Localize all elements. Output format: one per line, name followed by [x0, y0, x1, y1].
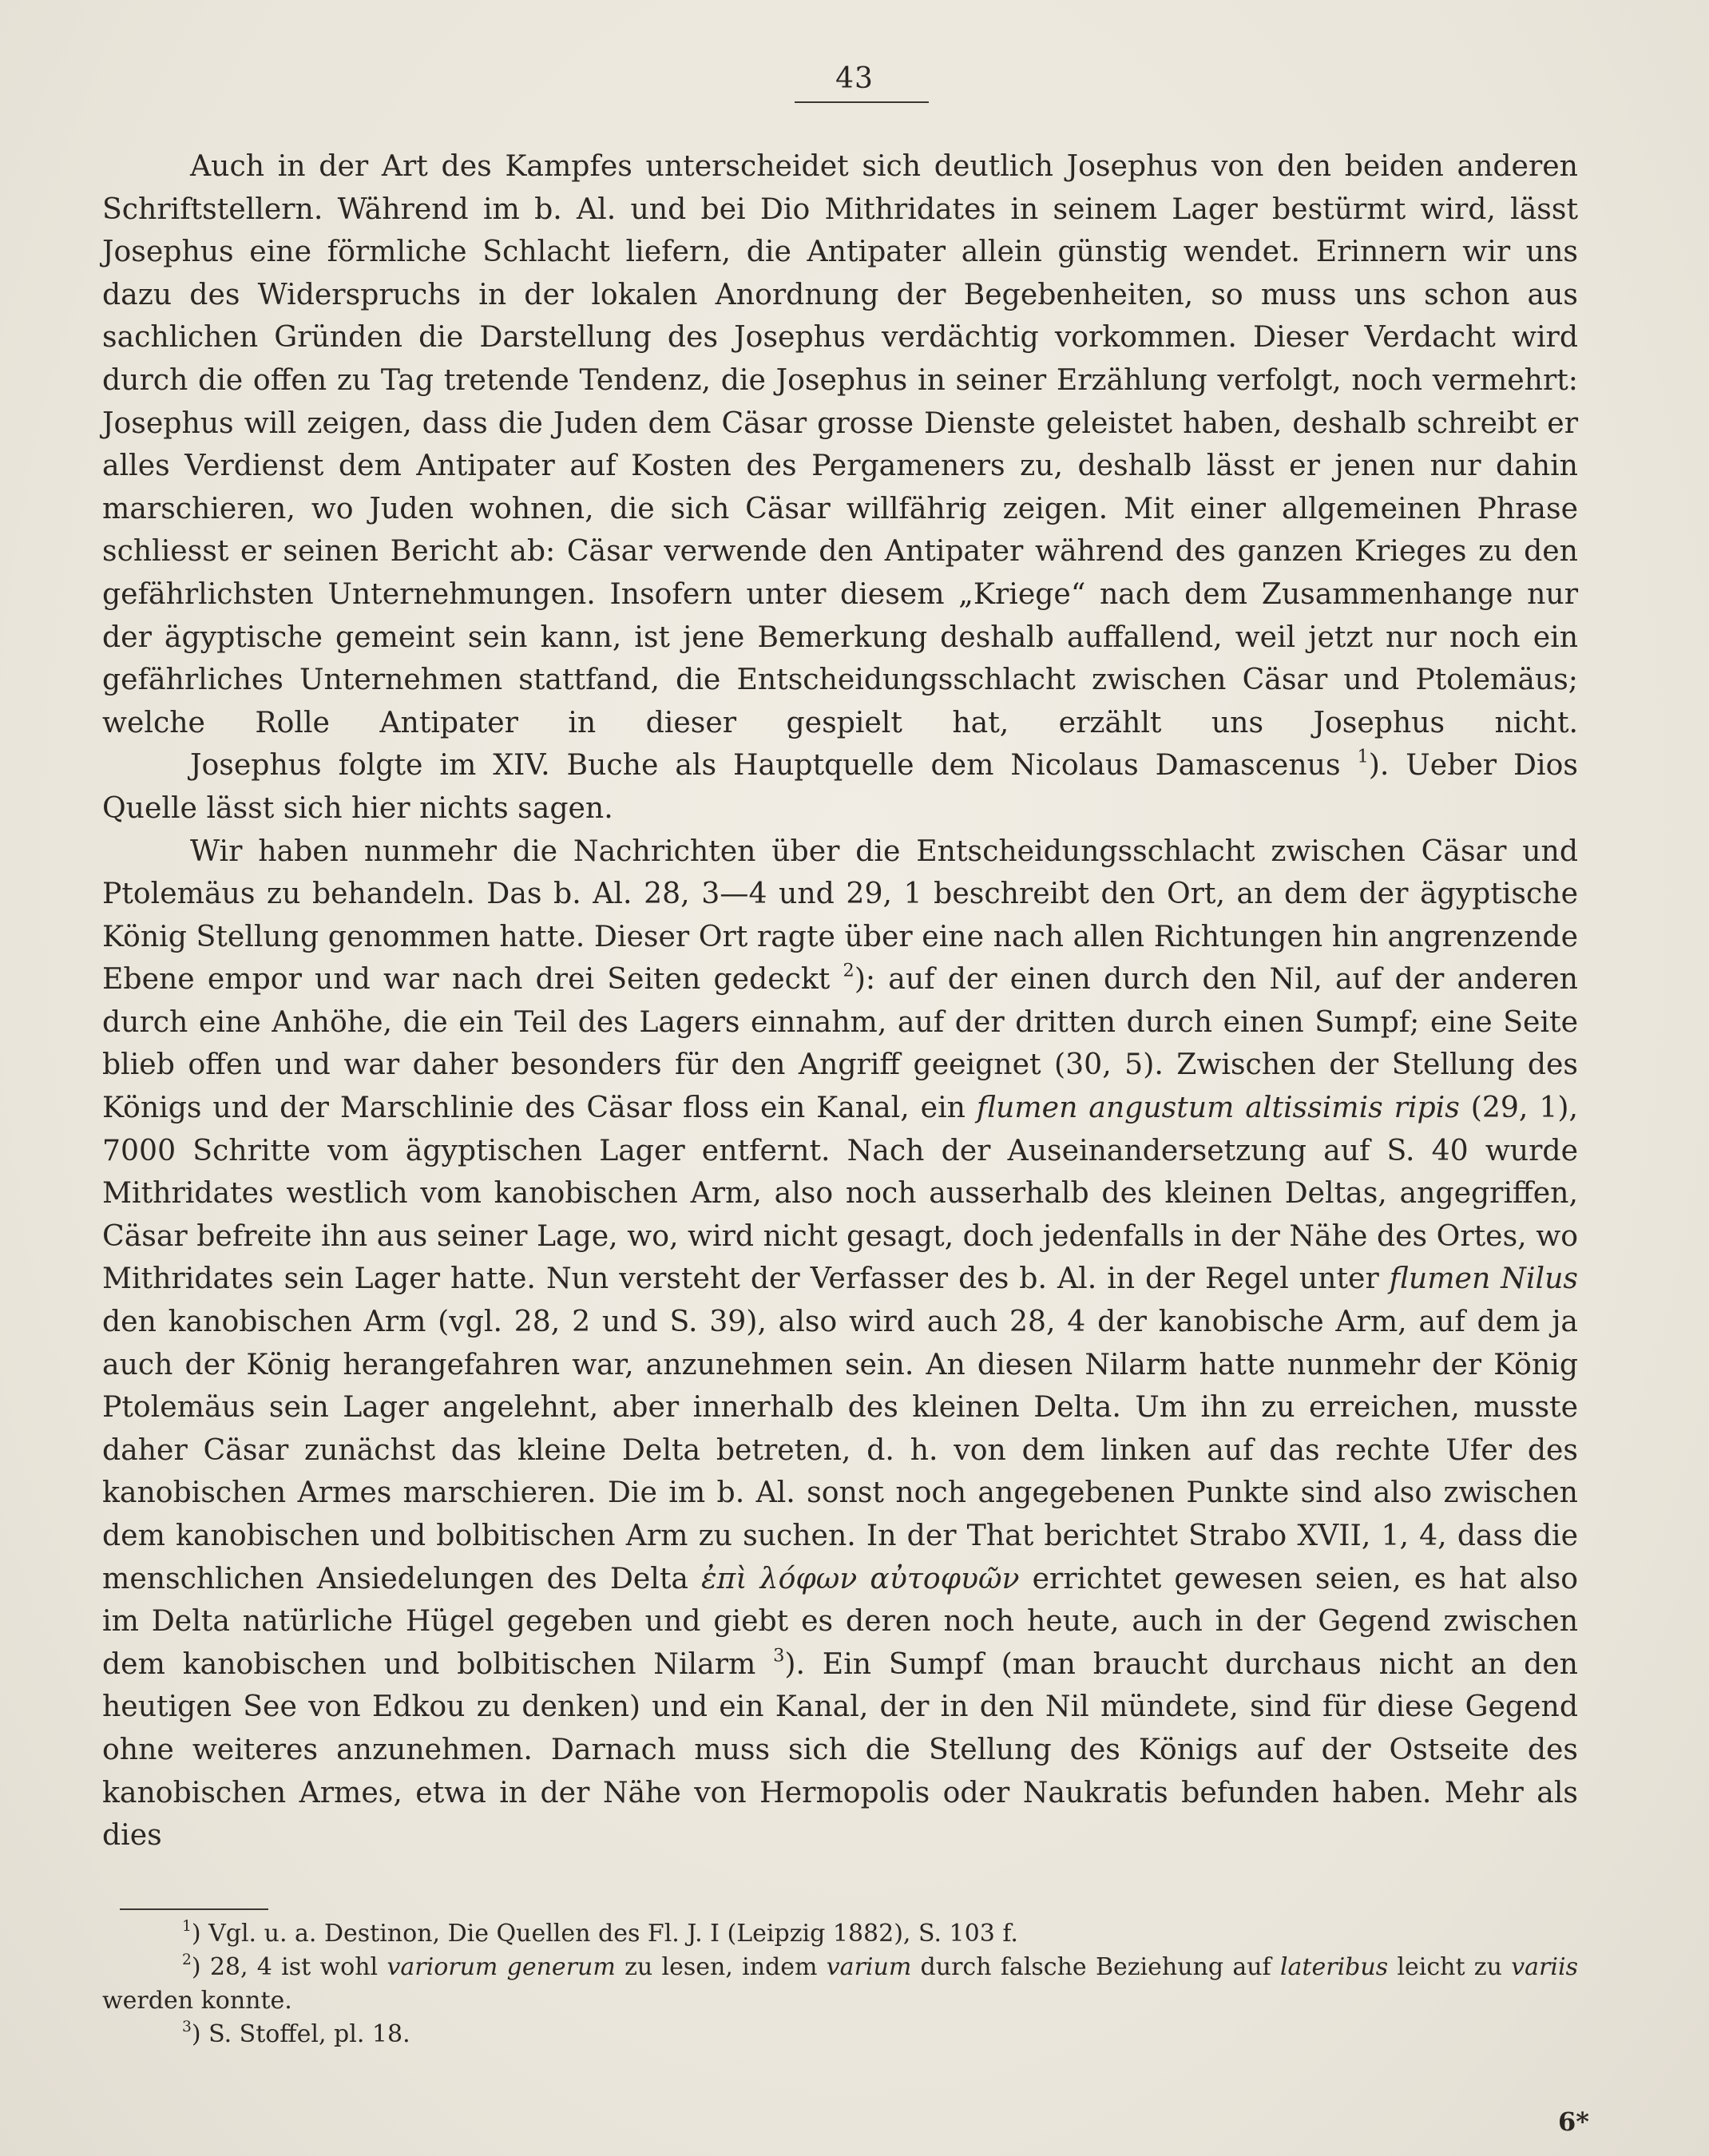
- greek-phrase: ἐπὶ λόφων αὐτοφυῶν: [701, 1560, 1020, 1595]
- footnote-1-mark: 1: [182, 1917, 192, 1935]
- footnote-ref-3: 3: [773, 1645, 785, 1667]
- footnote-2-mark: 2: [182, 1951, 192, 1968]
- footnote-3: [102, 2018, 1578, 2051]
- paragraph-3: [102, 830, 1578, 1857]
- footnote-1: [102, 1917, 1578, 1951]
- paragraph-1: [102, 145, 1578, 743]
- paragraph-3-text-f: ). Ein Sumpf (man braucht durchaus nicht an den heutigen See von Edkou zu denken) und ein Kanal, der in den Nil mündete, sind für diese Gegend ohne weiteres anzunehmen. Darnach muss sich die Stellung des Königs auf der Ostseite des kanobischen Armes, etwa in der Nähe von Hermopolis oder Naukratis befunden haben. Mehr als dies: [102, 1646, 1578, 1853]
- page-number-rule: [795, 101, 929, 103]
- footnote-2-text-b: zu lesen, indem: [615, 1953, 818, 1981]
- paragraph-1-text: Auch in der Art des Kampfes unterscheidet sich deutlich Josephus von den beiden anderen Schriftstellern. Während im b. Al. und bei Dio Mithridates in seinem Lager bestürmt wird, lässt Josephus eine förmliche Schlacht liefern, die Antipater allein günstig wendet. Erinnern wir uns dazu des Widerspruchs in der lokalen Anordnung der Begebenheiten, so muss uns schon aus sachlichen Gründen die Darstellung des Josephus verdächtig vorkommen. Dieser Verdacht wird durch die offen zu Tag tretende Tendenz, die Josephus in seiner Erzählung verfolgt, noch vermehrt: Josephus will zeigen, dass die Juden dem Cäsar grosse Dienste geleistet haben, deshalb schreibt er alles Verdienst dem Antipater auf Kosten des Pergameners zu, deshalb lässt er jenen nur dahin marschieren, wo Juden wohnen, die sich Cäsar willfährig zeigen. Mit einer allgemeinen Phrase schliesst er seinen Bericht ab: Cäsar verwende den Antipater während des ganzen Krieges zu den gefährlichsten Unternehmungen. Insofern unter diesem „Kriege“ nach dem Zusammenhange nur der ägyptische gemeint sein kann, ist jene Bemerkung deshalb auffallend, weil jetzt nur noch ein gefährliches Unternehmen stattfand, die Entscheidungsschlacht zwischen Cäsar und Ptolemäus; welche Rolle Antipater in dieser gespielt hat, erzählt uns Josephus nicht.: [102, 149, 1578, 739]
- footnote-separator: [120, 1908, 268, 1910]
- footnote-ref-1: 1: [1357, 746, 1369, 767]
- paragraph-2: [102, 743, 1578, 829]
- footnote-2: [102, 1951, 1578, 2018]
- footnote-2-text-a: ) 28, 4 ist wohl: [191, 1953, 379, 1981]
- main-text: [102, 145, 1578, 1857]
- latin-phrase-flumen-angustum: flumen angustum altissimis ripis: [976, 1090, 1460, 1125]
- footnote-ref-2: 2: [843, 960, 854, 981]
- footnotes: [102, 1917, 1578, 2051]
- page-number: 43: [835, 62, 874, 95]
- paragraph-3-text-c: (29, 1), 7000 Schritte vom ägyptischen Lager entfernt. Nach der Auseinandersetzung auf S. 40 wurde Mithridates westlich vom kanobischen Arm, also noch ausserhalb des kleinen Deltas, angegriffen, Cäsar befreite ihn aus seiner Lage, wo, wird nicht gesagt, doch jedenfalls in der Nähe des Ortes, wo Mithridates sein Lager hatte. Nun versteht der Verfasser des b. Al. in der Regel unter: [102, 1090, 1578, 1296]
- footnote-2-italic-c: lateribus: [1279, 1953, 1389, 1981]
- footnote-2-text-c: durch falsche Beziehung auf: [911, 1953, 1271, 1981]
- footnote-3-text: ) S. Stoffel, pl. 18.: [191, 2020, 410, 2048]
- paragraph-3-text-b: ): auf der einen durch den Nil, auf der anderen durch eine Anhöhe, die ein Teil des Lagers einnahm, auf der dritten durch einen Sumpf; eine Seite blieb offen und war daher besonders für den Angriff geeignet (30, 5). Zwischen der Stellung des Königs und der Marschlinie des Cäsar floss ein Kanal, ein: [102, 961, 1578, 1125]
- paragraph-3-text-a: Wir haben nunmehr die Nachrichten über die Entscheidungsschlacht zwischen Cäsar und Ptolemäus zu behandeln. Das b. Al. 28, 3—4 und 29, 1 beschreibt den Ort, an dem der ägyptische König Stellung genommen hatte. Dieser Ort ragte über eine nach allen Richtungen hin angrenzende Ebene empor und war nach drei Seiten gedeckt: [102, 833, 1578, 997]
- latin-phrase-flumen-nilus: flumen Nilus: [1389, 1261, 1578, 1296]
- paragraph-3-text-d: den kanobischen Arm (vgl. 28, 2 und S. 39), also wird auch 28, 4 der kanobische Arm, auf dem ja auch der König herangefahren war, anzunehmen sein. An diesen Nilarm hatte nunmehr der König Ptolemäus sein Lager angelehnt, aber innerhalb des kleinen Delta. Um ihn zu erreichen, musste daher Cäsar zunächst das kleine Delta betreten, d. h. von dem linken auf das rechte Ufer des kanobischen Armes marschieren. Die im b. Al. sonst noch angegebenen Punkte sind also zwischen dem kanobischen und bolbitischen Arm zu suchen. In der That berichtet Strabo XVII, 1, 4, dass die menschlichen Ansiedelungen des Delta: [102, 1304, 1578, 1595]
- footnote-2-text-d: leicht zu: [1388, 1953, 1502, 1981]
- paragraph-2-text-a: Josephus folgte im XIV. Buche als Hauptquelle dem Nicolaus Damascenus: [190, 747, 1341, 783]
- footnote-2-text-e: werden konnte.: [102, 1987, 292, 2015]
- footnote-2-italic-d: variis: [1511, 1953, 1578, 1981]
- signature-mark: 6*: [1558, 2106, 1589, 2137]
- paragraph-3-text-e: errichtet gewesen seien, es hat also im Delta natürliche Hügel gegeben und giebt es deren noch heute, auch in der Gegend zwischen dem kanobischen und bolbitischen Nilarm: [102, 1560, 1578, 1681]
- footnote-2-italic-b: varium: [826, 1953, 912, 1981]
- paragraph-2-text-b: ). Ueber Dios Quelle lässt sich hier nichts sagen.: [102, 747, 1578, 825]
- footnote-1-text: ) Vgl. u. a. Destinon, Die Quellen des Fl. J. I (Leipzig 1882), S. 103 f.: [191, 1920, 1018, 1948]
- footnote-2-italic-a: variorum generum: [387, 1953, 616, 1981]
- footnote-3-mark: 3: [182, 2018, 192, 2035]
